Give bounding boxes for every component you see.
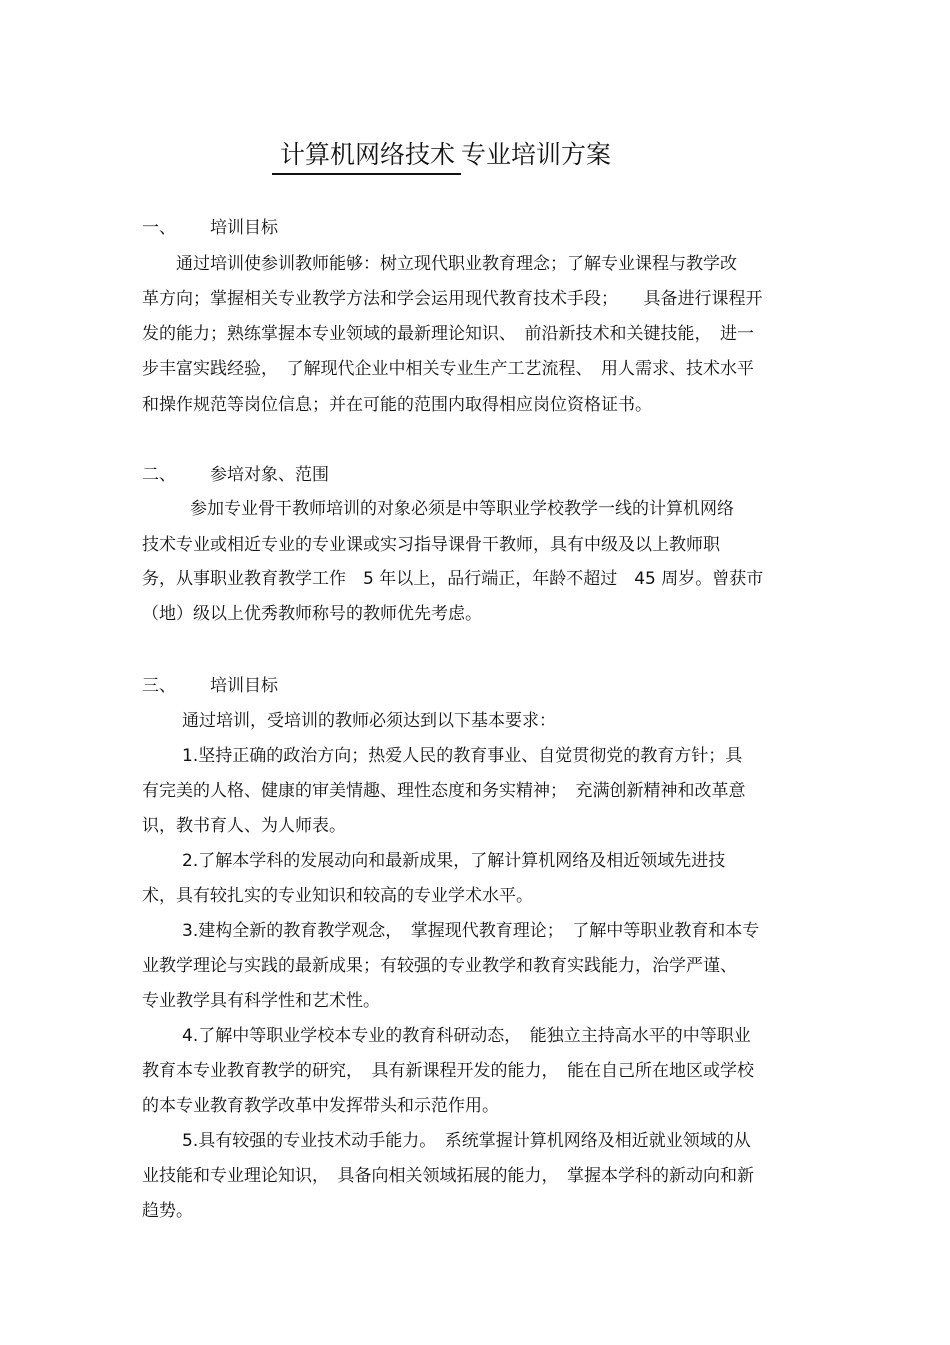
section-2-number: 二、 — [142, 465, 176, 485]
paragraph-line: 步丰富实践经验， 了解现代企业中相关专业生产工艺流程、 用人需求、技术水平 — [142, 359, 754, 379]
section-3-title: 培训目标 — [210, 676, 278, 696]
requirement-item-line: 1.坚持正确的政治方向；热爱人民的教育事业、自觉贯彻党的教育方针；具 — [182, 746, 743, 766]
section-3-intro: 通过培训，受培训的教师必须达到以下基本要求： — [182, 711, 556, 731]
requirement-item-line: 识，教书育人、为人师表。 — [142, 816, 346, 836]
requirement-item-line: 业教学理论与实践的最新成果；有较强的专业教学和教育实践能力，治学严谨、 — [142, 956, 737, 976]
requirement-item-line: 2.了解本学科的发展动向和最新成果，了解计算机网络及相近领域先进技 — [182, 851, 726, 871]
requirement-item-line: 3.建构全新的教育教学观念， 掌握现代教育理论； 了解中等职业教育和本专 — [182, 921, 760, 941]
paragraph-line: （地）级以上优秀教师称号的教师优先考虑。 — [142, 604, 482, 624]
paragraph-line: 革方向；掌握相关专业教学方法和学会运用现代教育技术手段； 具备进行课程开 — [142, 289, 763, 309]
requirement-item-line: 的本专业教育教学改革中发挥带头和示范作用。 — [142, 1096, 499, 1116]
section-1-heading — [142, 217, 278, 239]
requirement-item-line: 教育本专业教育教学的研究， 具有新课程开发的能力， 能在自己所在地区或学校 — [142, 1061, 754, 1081]
section-2-title: 参培对象、范围 — [210, 465, 329, 485]
requirement-item-line: 业技能和专业理论知识， 具备向相关领域拓展的能力， 掌握本学科的新动向和新 — [142, 1166, 754, 1186]
paragraph-line: 发的能力；熟练掌握本专业领域的最新理论知识、 前沿新技术和关键技能， 进一 — [142, 324, 754, 344]
section-1-title: 培训目标 — [210, 218, 278, 238]
requirement-item-line: 5.具有较强的专业技术动手能力。 系统掌握计算机网络及相近就业领域的从 — [182, 1131, 751, 1151]
section-2-heading — [142, 464, 329, 486]
section-3-heading — [142, 675, 278, 697]
requirement-item-line: 术，具有较扎实的专业知识和较高的专业学术水平。 — [142, 886, 533, 906]
paragraph-line: 技术专业或相近专业的专业课或实习指导课骨干教师，具有中级及以上教师职 — [142, 535, 720, 555]
paragraph-line: 务，从事职业教育教学工作 5 年以上，品行端正，年龄不超过 45 周岁。曾获市 — [142, 569, 764, 589]
requirement-item-line: 专业教学具有科学性和艺术性。 — [142, 991, 380, 1011]
paragraph-line: 通过培训使参训教师能够：树立现代职业教育理念；了解专业课程与教学改 — [176, 254, 737, 274]
document-title — [272, 138, 611, 175]
requirement-item-line: 有完美的人格、健康的审美情趣、理性态度和务实精神； 充满创新精神和改革意 — [142, 781, 746, 801]
section-1-number: 一、 — [142, 218, 176, 238]
paragraph-line: 参加专业骨干教师培训的对象必须是中等职业学校教学一线的计算机网络 — [190, 499, 734, 519]
section-3-number: 三、 — [142, 676, 176, 696]
requirement-item-line: 趋势。 — [142, 1201, 193, 1221]
title-remainder: 专业培训方案 — [461, 140, 612, 169]
paragraph-line: 和操作规范等岗位信息；并在可能的范围内取得相应岗位资格证书。 — [142, 395, 652, 415]
title-underlined-subject: 计算机网络技术 — [272, 138, 461, 175]
requirement-item-line: 4.了解中等职业学校本专业的教育科研动态， 能独立主持高水平的中等职业 — [182, 1026, 751, 1046]
